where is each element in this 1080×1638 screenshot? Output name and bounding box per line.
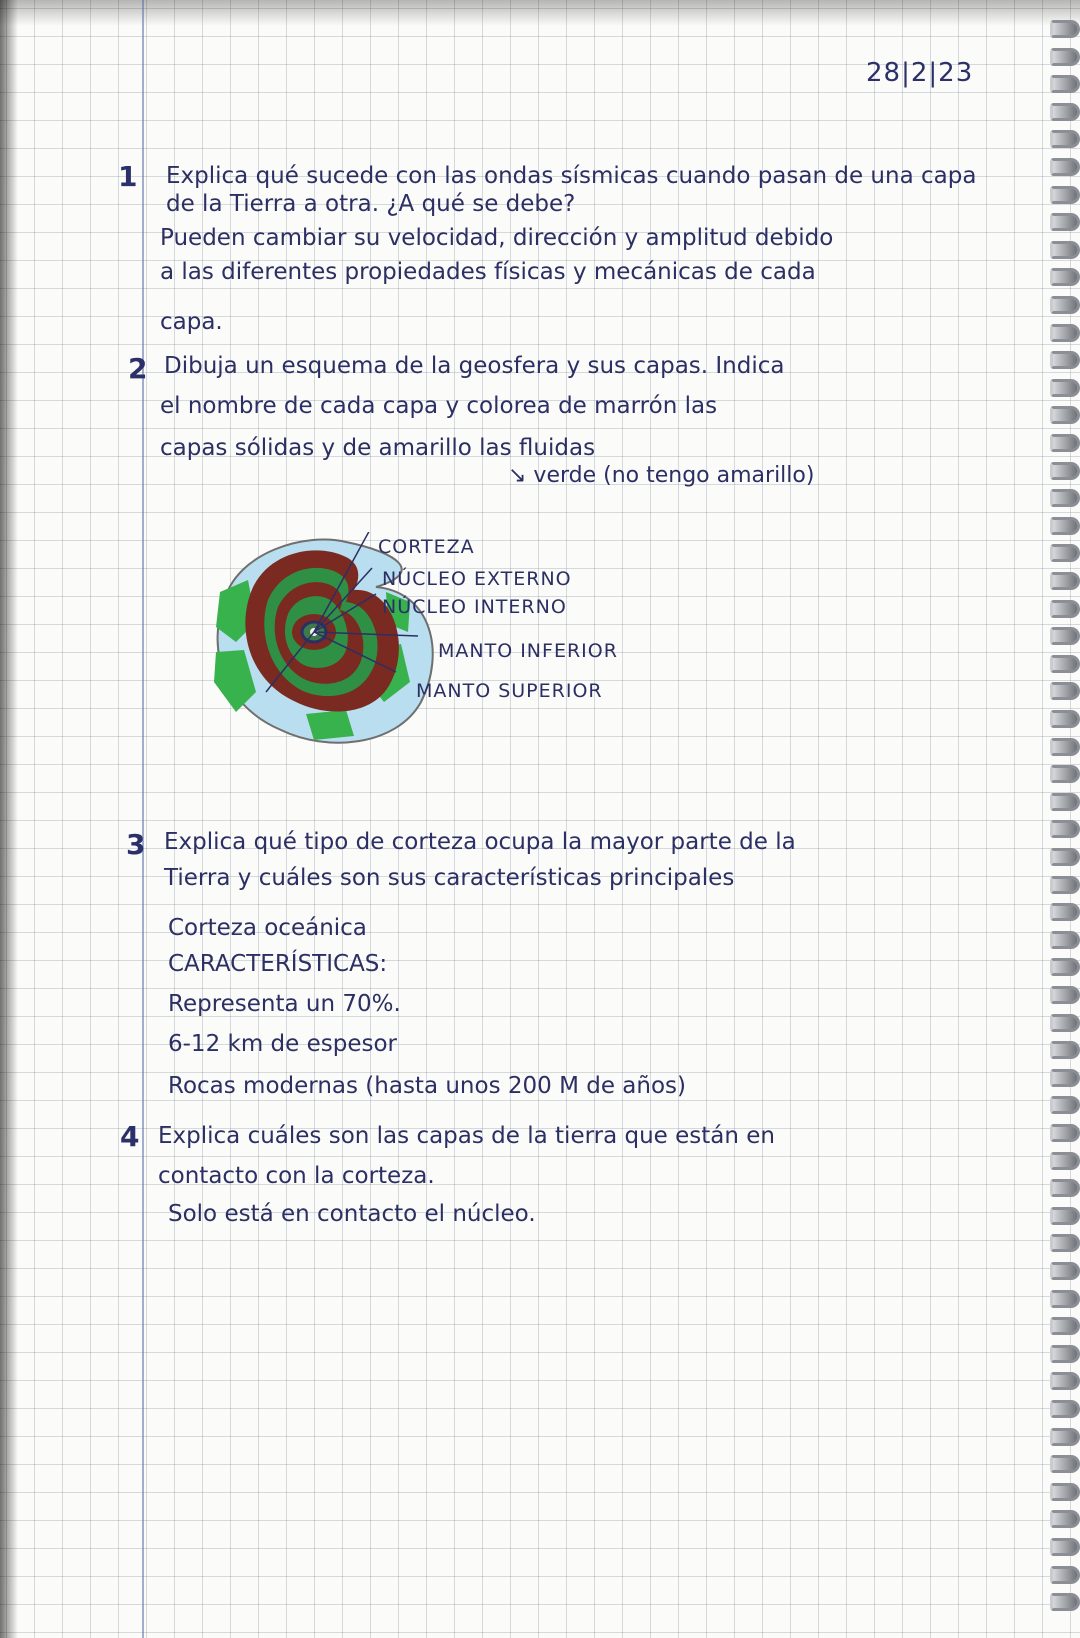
- spiral-ring: [1050, 1510, 1080, 1528]
- label-nucleo-externo: NÚCLEO EXTERNO: [382, 568, 572, 590]
- spiral-ring: [1050, 406, 1080, 424]
- spiral-ring: [1050, 241, 1080, 259]
- spiral-ring: [1050, 1041, 1080, 1059]
- spiral-ring: [1050, 1069, 1080, 1087]
- question-4-line-2: contacto con la corteza.: [158, 1163, 435, 1189]
- green-patch-3: [306, 710, 354, 740]
- answer-1-line-3: capa.: [160, 309, 223, 335]
- question-3-line-1: Explica qué tipo de corteza ocupa la mayor parte de la: [164, 829, 796, 855]
- spiral-ring: [1050, 20, 1080, 38]
- spiral-ring: [1050, 489, 1080, 507]
- spiral-ring: [1050, 158, 1080, 176]
- spiral-ring: [1050, 1014, 1080, 1032]
- spiral-ring: [1050, 820, 1080, 838]
- spiral-ring: [1050, 434, 1080, 452]
- spiral-ring: [1050, 351, 1080, 369]
- answer-3-line-4: 6-12 km de espesor: [168, 1031, 398, 1057]
- spiral-ring: [1050, 517, 1080, 535]
- answer-1-line-1: Pueden cambiar su velocidad, dirección y amplitud debido: [160, 225, 834, 251]
- label-manto-superior: MANTO SUPERIOR: [416, 680, 603, 702]
- spiral-binding: [1040, 20, 1080, 1638]
- spiral-ring: [1050, 738, 1080, 756]
- question-1-number: 1: [118, 160, 138, 193]
- answer-3-line-1: Corteza oceánica: [168, 915, 367, 941]
- spiral-ring: [1050, 1566, 1080, 1584]
- spiral-ring: [1050, 793, 1080, 811]
- margin-line: [142, 0, 144, 1638]
- spiral-ring: [1050, 931, 1080, 949]
- spiral-ring: [1050, 1345, 1080, 1363]
- spiral-ring: [1050, 1593, 1080, 1611]
- spiral-ring: [1050, 544, 1080, 562]
- spiral-ring: [1050, 1152, 1080, 1170]
- question-3-number: 3: [126, 828, 146, 861]
- question-2-line-2: el nombre de cada capa y colorea de marrón las: [160, 393, 718, 419]
- answer-3-line-2: CARACTERÍSTICAS:: [168, 951, 388, 977]
- spiral-ring: [1050, 103, 1080, 121]
- answer-1-line-2: a las diferentes propiedades físicas y mecánicas de cada: [160, 259, 816, 285]
- question-1-line-1: Explica qué sucede con las ondas sísmicas cuando pasan de una capa: [166, 163, 977, 189]
- question-2-line-3: capas sólidas y de amarillo las fluidas: [160, 435, 596, 461]
- spiral-ring: [1050, 213, 1080, 231]
- spiral-ring: [1050, 765, 1080, 783]
- label-manto-inferior: MANTO INFERIOR: [438, 640, 618, 662]
- question-1-line-2: de la Tierra a otra. ¿A qué se debe?: [166, 191, 576, 217]
- answer-3-line-5: Rocas modernas (hasta unos 200 M de años): [168, 1073, 686, 1099]
- spiral-ring: [1050, 600, 1080, 618]
- spiral-ring: [1050, 1400, 1080, 1418]
- page-left-shadow: [0, 0, 18, 1638]
- spiral-ring: [1050, 379, 1080, 397]
- spiral-ring: [1050, 572, 1080, 590]
- page-top-shadow: [0, 0, 1080, 26]
- spiral-ring: [1050, 1124, 1080, 1142]
- question-3-line-2: Tierra y cuáles son sus características principales: [164, 865, 735, 891]
- spiral-ring: [1050, 876, 1080, 894]
- spiral-ring: [1050, 986, 1080, 1004]
- question-4-number: 4: [120, 1120, 140, 1153]
- question-2-color-note: ↘ verde (no tengo amarillo): [508, 463, 815, 488]
- spiral-ring: [1050, 1428, 1080, 1446]
- spiral-ring: [1050, 1234, 1080, 1252]
- spiral-ring: [1050, 1207, 1080, 1225]
- spiral-ring: [1050, 903, 1080, 921]
- spiral-ring: [1050, 1290, 1080, 1308]
- spiral-ring: [1050, 655, 1080, 673]
- spiral-ring: [1050, 627, 1080, 645]
- spiral-ring: [1050, 75, 1080, 93]
- spiral-ring: [1050, 1455, 1080, 1473]
- spiral-ring: [1050, 130, 1080, 148]
- spiral-ring: [1050, 1096, 1080, 1114]
- question-4-line-1: Explica cuáles son las capas de la tierra que están en: [158, 1123, 776, 1149]
- spiral-ring: [1050, 186, 1080, 204]
- page-date: 28|2|23: [866, 58, 974, 88]
- question-2-number: 2: [128, 352, 148, 385]
- spiral-ring: [1050, 1179, 1080, 1197]
- label-corteza: CORTEZA: [378, 536, 475, 558]
- spiral-ring: [1050, 48, 1080, 66]
- answer-3-line-3: Representa un 70%.: [168, 991, 401, 1017]
- spiral-ring: [1050, 268, 1080, 286]
- spiral-ring: [1050, 682, 1080, 700]
- spiral-ring: [1050, 1483, 1080, 1501]
- spiral-ring: [1050, 1317, 1080, 1335]
- label-nucleo-interno: NÚCLEO INTERNO: [382, 596, 567, 618]
- spiral-ring: [1050, 958, 1080, 976]
- spiral-ring: [1050, 710, 1080, 728]
- spiral-ring: [1050, 296, 1080, 314]
- spiral-ring: [1050, 324, 1080, 342]
- answer-4-line-1: Solo está en contacto el núcleo.: [168, 1201, 536, 1227]
- spiral-ring: [1050, 848, 1080, 866]
- spiral-ring: [1050, 1538, 1080, 1556]
- spiral-ring: [1050, 1372, 1080, 1390]
- spiral-ring: [1050, 1262, 1080, 1280]
- question-2-line-1: Dibuja un esquema de la geosfera y sus capas. Indica: [164, 353, 785, 379]
- spiral-ring: [1050, 462, 1080, 480]
